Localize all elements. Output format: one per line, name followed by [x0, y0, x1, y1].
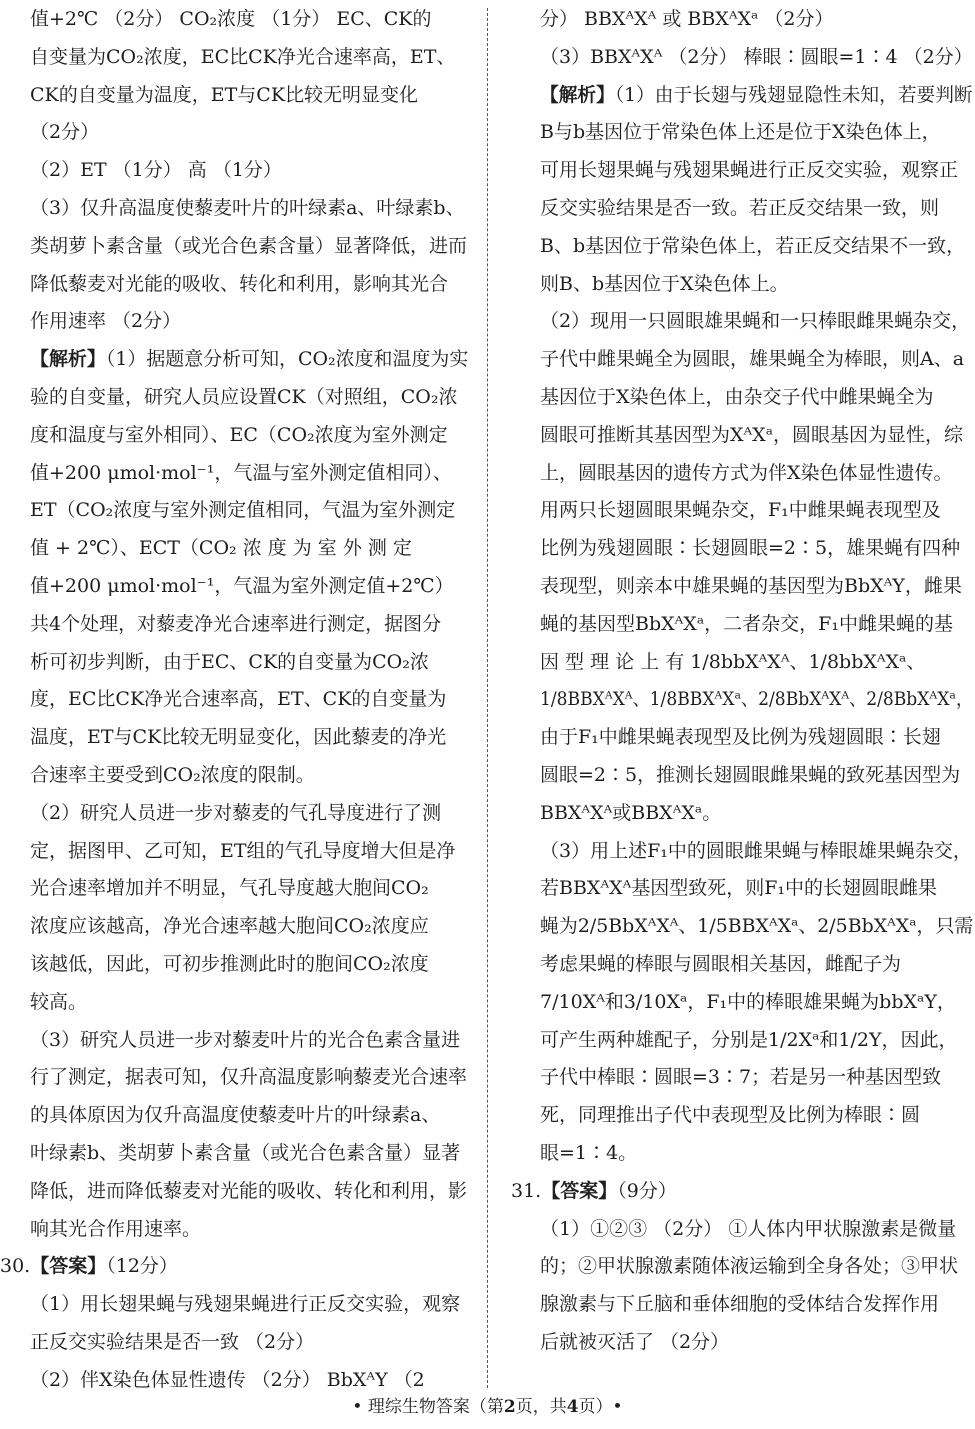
- line-text: 上，圆眼基因的遗传方式为伴X染色体显性遗传。: [540, 461, 953, 484]
- text-line: [540, 1023, 958, 1057]
- text-line: [540, 985, 956, 1019]
- text-line: [30, 1287, 460, 1321]
- section-label: 【答案】: [30, 1255, 107, 1278]
- line-text: 蝇为2/5BbXᴬXᴬ、1/5BBXᴬXᵃ、2/5BbXᴬXᵃ，只需: [540, 915, 973, 938]
- line-text: 可用长翅果蝇与残翅果蝇进行正反交实验，观察正: [540, 159, 959, 182]
- text-line: [30, 796, 441, 830]
- text-line: [540, 607, 953, 641]
- line-text: （3）研究人员进一步对藜麦叶片的光合色素含量进: [30, 1028, 461, 1051]
- text-line: [540, 153, 958, 187]
- text-line: [540, 645, 925, 679]
- text-line: [540, 418, 963, 452]
- line-text: （3）仅升高温度使藜麦叶片的叶绿素a、叶绿素b、: [30, 197, 465, 219]
- text-line: [30, 1060, 467, 1094]
- line-text: 眼=1∶4。: [540, 1142, 638, 1164]
- text-line: [540, 304, 970, 338]
- text-line: [30, 493, 455, 527]
- text-line: [30, 1174, 467, 1208]
- page-footer: [0, 1394, 975, 1420]
- line-text: 由于F₁中雌果蝇表现型及比例为残翅圆眼∶长翅: [540, 726, 941, 749]
- line-text: 度和温度与室外相同）、EC（CO₂浓度为室外测定: [30, 423, 448, 446]
- text-line: [540, 871, 937, 905]
- text-line: [540, 456, 953, 490]
- text-line: [30, 191, 465, 225]
- text-line: [30, 720, 446, 754]
- text-line: [540, 1325, 729, 1359]
- text-line: [540, 909, 973, 943]
- text-line: [540, 493, 941, 527]
- line-text: 浓度应该越高，净光合速率越大胞间CO₂浓度应: [30, 915, 429, 938]
- line-text: 值+200 μmol·mol⁻¹，气温与室外测定值相同）、: [30, 461, 452, 484]
- line-text: （1）用长翅果蝇与残翅果蝇进行正反交实验，观察: [30, 1293, 461, 1316]
- text-line: [30, 1325, 314, 1359]
- text-line: [30, 607, 441, 641]
- line-text: 用两只长翅圆眼果蝇杂交，F₁中雌果蝇表现型及: [540, 499, 941, 522]
- line-text: 温度，ET与CK比较无明显变化，因此藜麦的净光: [30, 726, 447, 749]
- text-line: [30, 1098, 440, 1132]
- line-text: （12分）: [106, 1255, 178, 1278]
- section-label: 【解析】: [30, 348, 106, 371]
- line-text: 圆眼可推断其基因型为XᴬXᵃ，圆眼基因为显性，综: [540, 423, 964, 446]
- line-text: 子代中雌果蝇全为圆眼，雄果蝇全为棒眼，则A、a: [540, 348, 965, 371]
- text-line: [30, 645, 429, 679]
- text-line: [30, 1212, 201, 1246]
- text-line: [30, 418, 448, 452]
- text-line: [30, 834, 456, 868]
- line-text: ET（CO₂浓度与室外测定值相同，气温为室外测定: [30, 499, 456, 522]
- footer-total-pages: 4: [566, 1397, 579, 1417]
- line-text: 析可初步判断，由于EC、CK的自变量为CO₂浓: [30, 650, 429, 673]
- line-text: 叶绿素b、类胡萝卜素含量（或光合色素含量）显著: [30, 1142, 461, 1164]
- line-text: 合速率主要受到CO₂浓度的限制。: [30, 764, 315, 786]
- line-text: BBXᴬXᴬ或BBXᴬXᵃ。: [540, 801, 722, 824]
- text-line: [30, 682, 446, 716]
- text-line: [30, 342, 468, 376]
- text-line: [540, 1212, 956, 1246]
- text-line: [30, 985, 87, 1019]
- line-text: 验的自变量，研究人员应设置CK（对照组，CO₂浓: [30, 386, 458, 408]
- text-line: [30, 78, 418, 112]
- line-text: 行了测定，据表可知，仅升高温度影响藜麦光合速率: [30, 1066, 468, 1089]
- line-text: 则B、b基因位于X染色体上。: [540, 272, 789, 295]
- question-number: 31.: [511, 1179, 542, 1202]
- line-text: （2）研究人员进一步对藜麦的气孔导度进行了测: [30, 801, 442, 824]
- text-line: [30, 267, 448, 301]
- text-line: [0, 1249, 178, 1283]
- text-line: [30, 2, 431, 36]
- line-text: （2）ET （1分） 高 （1分）: [30, 159, 282, 182]
- column-divider: [487, 8, 488, 1388]
- line-text: （2）伴X染色体显性遗传 （2分） BbXᴬY （2: [30, 1368, 425, 1391]
- line-text: 考虑果蝇的棒眼与圆眼相关基因，雌配子为: [540, 953, 902, 975]
- text-line: [540, 1098, 920, 1132]
- line-text: 可产生两种雄配子，分别是1/2Xᵃ和1/2Y，因此，: [540, 1028, 958, 1051]
- text-line: [511, 1174, 677, 1208]
- text-line: [30, 229, 467, 263]
- line-text: 共4个处理，对藜麦净光合速率进行测定，据图分: [30, 612, 442, 635]
- line-text: 1/8BBXᴬXᴬ、1/8BBXᴬXᵃ、2/8BbXᴬXᴬ、2/8BbXᴬXᵃ，: [540, 688, 973, 711]
- text-line: [540, 796, 721, 830]
- text-line: [540, 40, 973, 74]
- line-text: 降低藜麦对光能的吸收、转化和利用，影响其光合: [30, 272, 449, 295]
- text-line: [30, 531, 412, 565]
- text-line: [540, 1060, 941, 1094]
- line-text: （1）据题意分析可知，CO₂浓度和温度为实: [105, 348, 468, 371]
- line-text: B与b基因位于常染色体上还是位于X染色体上，: [540, 121, 941, 144]
- line-text: 降低，进而降低藜麦对光能的吸收、转化和利用，影: [30, 1179, 468, 1202]
- text-line: [30, 380, 457, 414]
- text-line: [540, 115, 941, 149]
- text-line: [30, 947, 429, 981]
- line-text: 若BBXᴬXᴬ基因型致死，则F₁中的长翅圆眼雌果: [540, 877, 938, 900]
- text-line: [540, 758, 960, 792]
- text-line: [30, 871, 429, 905]
- line-text: 较高。: [30, 990, 88, 1013]
- text-line: [540, 682, 973, 716]
- line-text: 自变量为CO₂浓度，EC比CK净光合速率高，ET、: [30, 45, 456, 68]
- line-text: 定，据图甲、乙可知，ET组的气孔导度增大但是净: [30, 839, 456, 862]
- text-line: [30, 909, 429, 943]
- line-text: 响其光合作用速率。: [30, 1217, 202, 1240]
- line-text: B、b基因位于常染色体上，若正反交结果不一致，: [540, 234, 966, 257]
- text-line: [540, 191, 939, 225]
- line-text: 的；②甲状腺激素随体液运输到全身各处；③甲状: [540, 1255, 959, 1278]
- section-label: 【解析】: [540, 83, 615, 106]
- text-line: [540, 1136, 637, 1170]
- text-line: [30, 1023, 460, 1057]
- line-text: 基因位于X染色体上，由杂交子代中雌果蝇全为: [540, 386, 934, 408]
- line-text: 子代中棒眼∶圆眼=3∶7；若是另一种基因型致: [540, 1066, 942, 1089]
- footer-page-number: 2: [503, 1397, 516, 1417]
- line-text: 该越低，因此，可初步推测此时的胞间CO₂浓度: [30, 953, 429, 975]
- text-line: [540, 569, 962, 603]
- line-text: 的具体原因为仅升高温度使藜麦叶片的叶绿素a、: [30, 1104, 441, 1127]
- line-text: （2分）: [30, 121, 100, 144]
- line-text: （1）由于长翅与残翅显隐性未知，若要判断: [614, 83, 973, 106]
- text-line: [540, 78, 973, 112]
- line-text: （3）BBXᴬXᴬ （2分） 棒眼∶圆眼=1∶4 （2分）: [540, 45, 973, 68]
- text-line: [540, 267, 789, 301]
- text-line: [30, 758, 315, 792]
- line-text: 因 型 理 论 上 有 1/8bbXᴬXᴬ、1/8bbXᴬXᵃ、: [540, 650, 926, 673]
- text-line: [540, 1249, 958, 1283]
- line-text: 值+200 μmol·mol⁻¹，气温为室外测定值+2℃）: [30, 575, 454, 597]
- text-line: [540, 380, 934, 414]
- text-line: [540, 720, 941, 754]
- line-text: 度，EC比CK净光合速率高，ET、CK的自变量为: [30, 688, 447, 711]
- line-text: （2）现用一只圆眼雄果蝇和一只棒眼雌果蝇杂交，: [540, 310, 971, 333]
- question-number: 30.: [0, 1255, 31, 1278]
- line-text: 表现型，则亲本中雄果蝇的基因型为BbXᴬY，雌果: [540, 575, 962, 597]
- line-text: 比例为残翅圆眼∶长翅圆眼=2∶5，雄果蝇有四种: [540, 537, 961, 560]
- line-text: 类胡萝卜素含量（或光合色素含量）显著降低，进而: [30, 234, 468, 257]
- text-line: [30, 153, 282, 187]
- text-line: [540, 1287, 939, 1321]
- text-line: [30, 569, 454, 603]
- line-text: 反交实验结果是否一致。若正反交结果一致，则: [540, 197, 940, 219]
- footer-prefix: • 理综生物答案（第: [352, 1397, 504, 1417]
- section-label: 【答案】: [541, 1179, 618, 1202]
- line-text: 作用速率 （2分）: [30, 310, 182, 333]
- line-text: 值+2℃ （2分） CO₂浓度 （1分） EC、CK的: [30, 8, 432, 30]
- line-text: 腺激素与下丘脑和垂体细胞的受体结合发挥作用: [540, 1293, 940, 1316]
- text-line: [540, 531, 960, 565]
- line-text: 分） BBXᴬXᴬ 或 BBXᴬXᵃ （2分）: [540, 8, 834, 30]
- text-line: [30, 456, 452, 490]
- footer-suffix: 页）•: [578, 1397, 623, 1417]
- line-text: 死，同理推出子代中表现型及比例为棒眼∶圆: [540, 1104, 921, 1127]
- text-line: [540, 229, 965, 263]
- line-text: 后就被灭活了 （2分）: [540, 1331, 730, 1353]
- line-text: 正反交实验结果是否一致 （2分）: [30, 1331, 315, 1353]
- line-text: 光合速率增加并不明显，气孔导度越大胞间CO₂: [30, 877, 429, 900]
- text-line: [540, 342, 964, 376]
- text-line: [30, 1136, 460, 1170]
- line-text: 圆眼=2∶5，推测长翅圆眼雌果蝇的致死基因型为: [540, 764, 961, 786]
- text-line: [30, 115, 99, 149]
- footer-middle: 页，共: [515, 1397, 567, 1417]
- text-line: [540, 834, 972, 868]
- line-text: 蝇的基因型BbXᴬXᵃ，二者杂交，F₁中雌果蝇的基: [540, 612, 953, 635]
- line-text: 7/10Xᴬ和3/10Xᵃ，F₁中的棒眼雄果蝇为bbXᵃY，: [540, 990, 956, 1013]
- text-line: [540, 947, 901, 981]
- line-text: （3）用上述F₁中的圆眼雌果蝇与棒眼雄果蝇杂交，: [540, 839, 972, 862]
- line-text: 值 + 2℃）、ECT（CO₂ 浓 度 为 室 外 测 定: [30, 537, 412, 560]
- text-line: [30, 40, 455, 74]
- line-text: CK的自变量为温度，ET与CK比较无明显变化: [30, 83, 419, 106]
- text-line: [30, 304, 181, 338]
- line-text: （9分）: [617, 1179, 677, 1202]
- line-text: （1）①②③ （2分） ①人体内甲状腺激素是微量: [540, 1217, 957, 1240]
- text-line: [30, 1363, 425, 1397]
- text-line: [540, 2, 833, 36]
